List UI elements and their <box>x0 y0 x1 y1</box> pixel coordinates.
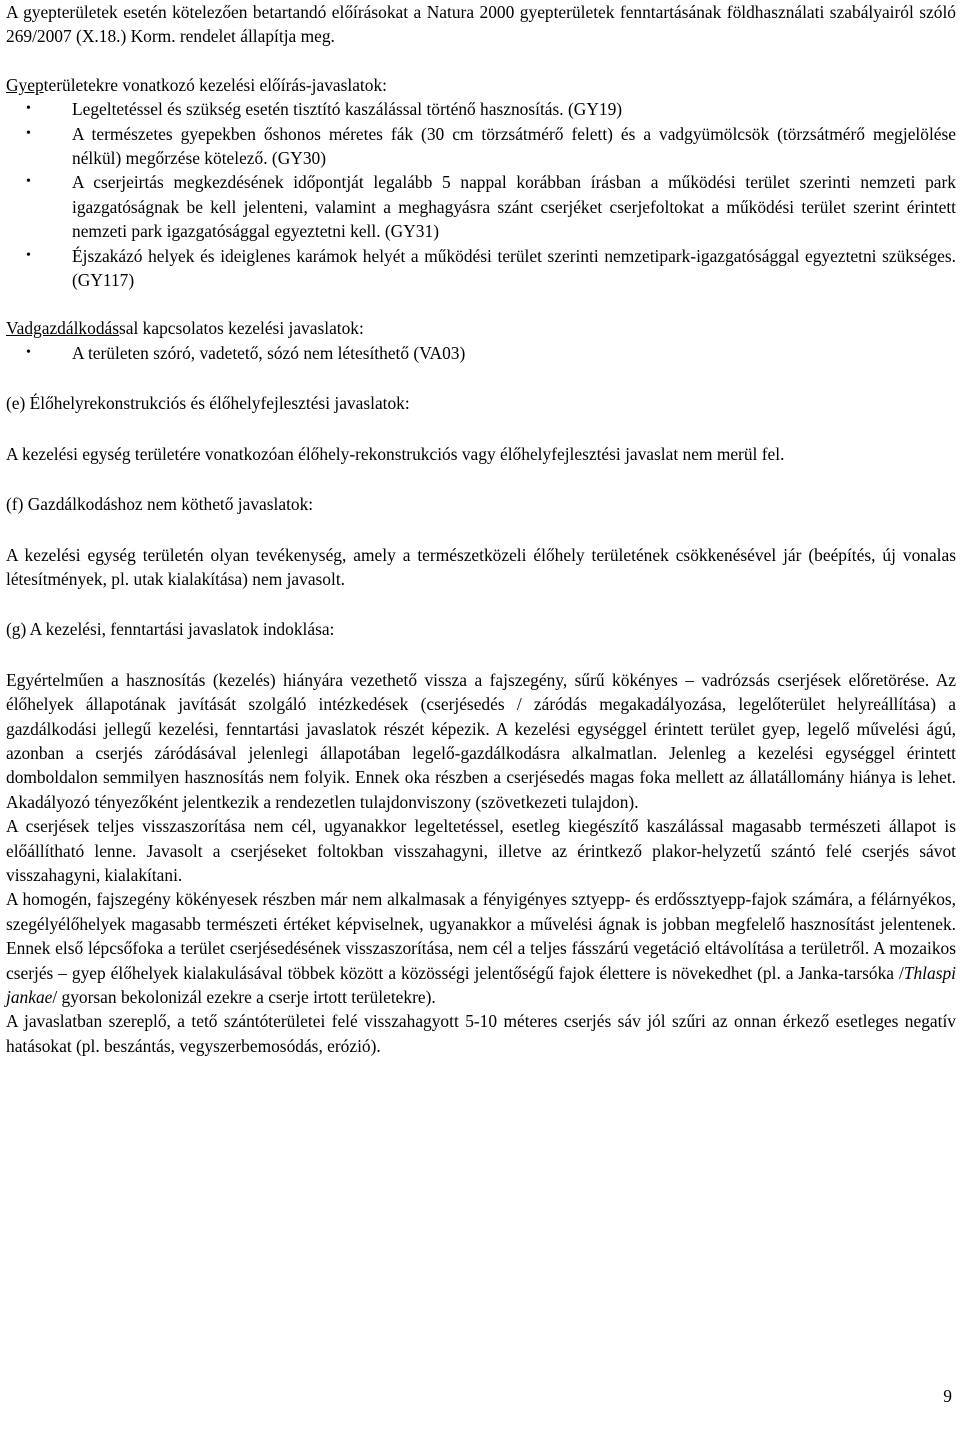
intro-paragraph: A gyepterületek esetén kötelezően betartandó előírásokat a Natura 2000 gyepterületek fenntartásának földhasználati szabályairól szóló 269/2007 (X.18.) Korm. rendelet állapítja meg. <box>6 2 956 47</box>
gyep-heading-underlined: Gyep <box>6 74 44 95</box>
bullet-icon: • <box>26 125 31 141</box>
section-e-text: A kezelési egység területére vonatkozóan élőhely-rekonstrukciós vagy élőhelyfejlesztési javaslat nem merül fel. <box>6 443 785 464</box>
list-item: • Legeltetéssel és szükség esetén tisztító kaszálással történő hasznosítás. (GY19) <box>6 97 956 121</box>
list-item: • A területen szóró, vadetető, sózó nem létesíthető (VA03) <box>6 341 956 365</box>
gyep-list <box>6 97 956 292</box>
gyep-heading <box>6 73 956 97</box>
vad-heading-underlined: Vadgazdálkodás <box>6 318 119 339</box>
page-number: 9 <box>943 1386 952 1406</box>
vad-heading-rest: sal kapcsolatos kezelési javaslatok: <box>119 318 364 339</box>
section-g-paragraph-3: A homogén, fajszegény kökényesek részben már nem alkalmasak a fényigényes sztyepp- és erdőssztyepp-fajok számára, a félárnyékos, szegélyélőhelyek magasabb természeti értéket képviselnek, ugyanakkor a művelési ágnak is jobban megfelelő hasznosítást jelentenek. Ennek első lépcsőfoka a terület cserjésedésének visszaszorítása, nem cél a teljes fásszárú vegetáció eltávolítása a területről. A mozaikos cserjés – gyep élőhelyek kialakulásával többek között a közösségi jelentőségű fajok élettere is növekedhet (pl. a Janka-tarsóka /Thlaspi jankae/ gyorsan bekolonizál ezekre a cserje irtott területekre). <box>6 889 956 1007</box>
gyep-heading-rest: területekre vonatkozó kezelési előírás-javaslatok: <box>43 74 387 95</box>
list-item: • A természetes gyepekben őshonos méretes fák (30 cm törzsátmérő felett) és a vadgyümölcsök (törzsátmérő megjelölése nélkül) megőrzése kötelező. (GY30) <box>26 123 956 169</box>
vad-heading <box>6 316 956 340</box>
section-g-paragraph-1: Egyértelműen a hasznosítás (kezelés) hiányára vezethető vissza a fajszegény, sűrű kökényes – vadrózsás cserjések előretörése. Az élőhelyek állapotának javítását szolgáló intézkedések (cserjésedés / záródás megakadályozása, legelőterület helyreállítása) a gazdálkodási jellegű kezelési, fenntartási javaslatok részét képezik. A kezelési egységgel érintett terület gyep, legelő művelési ágú, azonban a cserjés záródásával jelenlegi állapotában legelő-gazdálkodásra alkalmatlan. Jelenleg a kezelési egységgel érintett domboldalon semmilyen hasznosítás nem folyik. Ennek oka részben a cserjésedés magas foka mellett az állatállomány hiánya is lehet. Akadályozó tényezőként jelentkezik a rendezetlen tulajdonviszony (szövetkezeti tulajdon). <box>6 669 956 812</box>
section-g-heading: (g) A kezelési, fenntartási javaslatok indoklása: <box>6 619 335 640</box>
bullet-icon: • <box>26 174 31 190</box>
section-g-paragraph-2: A cserjések teljes visszaszorítása nem cél, ugyanakkor legeltetéssel, esetleg kiegészítő kaszálással magasabb természeti állapot is előállítható lenne. Javasolt a cserjéseket foltokban visszahagyni, illetve az érintkező plakor-helyzetű szántó felé cserjés sávot visszahagyni, kialakítani. <box>6 816 956 885</box>
list-item: • Éjszakázó helyek és ideiglenes karámok helyét a működési terület szerinti nemzetipark-igazgatósággal egyeztetni szükséges. (GY117) <box>26 245 956 291</box>
section-f-text: A kezelési egység területén olyan tevékenység, amely a természetközeli élőhely területének csökkenésével jár (beépítés, új vonalas létesítmények, pl. utak kialakítása) nem javasolt. <box>6 544 956 589</box>
vad-list <box>6 341 956 365</box>
bullet-icon: • <box>26 344 31 360</box>
bullet-icon: • <box>26 101 31 117</box>
section-f-heading: (f) Gazdálkodáshoz nem köthető javaslatok: <box>6 494 314 515</box>
list-item: • A cserjeirtás megkezdésének időpontját legalább 5 nappal korábban írásban a működési terület szerinti nemzeti park igazgatóságnak be kell jelenteni, valamint a meghagyásra szánt cserjéket cserjefoltokat a működési terület szerint érintett nemzeti park igazgatósággal egyeztetni kell. (GY31) <box>26 172 956 242</box>
section-e-heading: (e) Élőhelyrekonstrukciós és élőhelyfejlesztési javaslatok: <box>6 393 410 414</box>
document-body <box>6 0 956 1058</box>
bullet-icon: • <box>26 247 31 263</box>
section-g-paragraph-4: A javaslatban szereplő, a tető szántóterületei felé visszahagyott 5-10 méteres cserjés sáv jól szűri az onnan érkező esetleges negatív hatásokat (pl. beszántás, vegyszerbemosódás, erózió). <box>6 1011 956 1056</box>
species-latin-name: Thlaspi jankae <box>6 962 956 1007</box>
